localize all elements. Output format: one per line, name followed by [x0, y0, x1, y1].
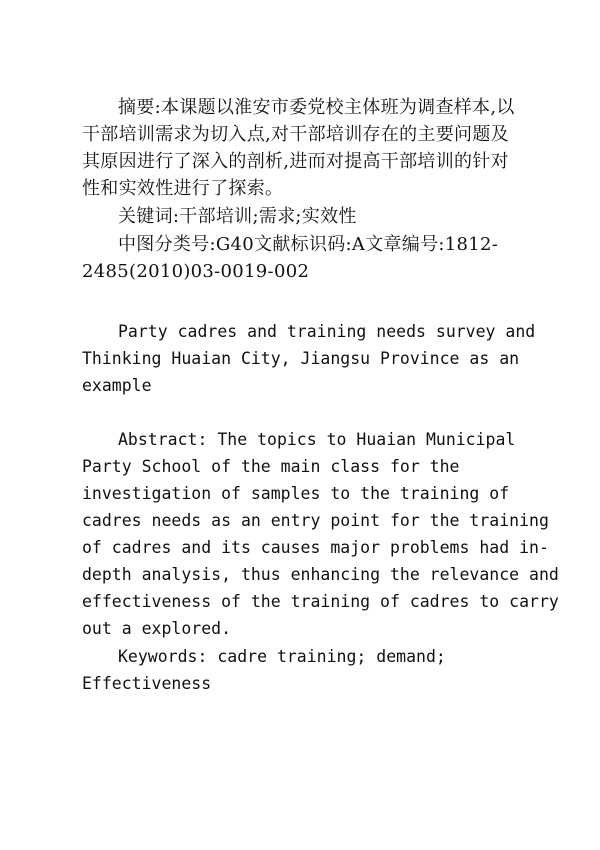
- en-keywords-line-1: Keywords: cadre training; demand;: [118, 647, 446, 666]
- zh-classification-line-1: 中图分类号:G40文献标识码:A文章编号:1812-: [118, 234, 499, 255]
- zh-abstract-line-4: 性和实效性进行了探索。: [82, 178, 284, 199]
- en-abstract-line-2: Party School of the main class for the: [82, 457, 460, 476]
- en-title-line-3: example: [82, 376, 152, 395]
- en-abstract-line-4: cadres needs as an entry point for the training: [82, 511, 549, 530]
- en-abstract-line-5: of cadres and its causes major problems had in-: [82, 538, 549, 557]
- en-abstract-line-3: investigation of samples to the training of: [82, 484, 510, 503]
- en-title-line-1: Party cadres and training needs survey and: [118, 322, 536, 341]
- en-keywords-line-2: Effectiveness: [82, 674, 212, 693]
- en-abstract-line-1: Abstract: The topics to Huaian Municipal: [118, 430, 516, 449]
- en-abstract-line-8: out a explored.: [82, 619, 232, 638]
- zh-keywords: 关键词:干部培训;需求;实效性: [118, 206, 357, 227]
- zh-classification-line-2: 2485(2010)03-0019-002: [82, 261, 310, 282]
- zh-abstract-line-1: 摘要:本课题以淮安市委党校主体班为调查样本,以: [118, 97, 515, 118]
- en-title-line-2: Thinking Huaian City, Jiangsu Province as an: [82, 349, 520, 368]
- zh-abstract-line-3: 其原因进行了深入的剖析,进而对提高干部培训的针对: [82, 151, 509, 172]
- zh-abstract-line-2: 干部培训需求为切入点,对干部培训存在的主要问题及: [82, 124, 509, 145]
- en-abstract-line-7: effectiveness of the training of cadres to carry: [82, 592, 559, 611]
- en-abstract-line-6: depth analysis, thus enhancing the relevance and: [82, 565, 559, 584]
